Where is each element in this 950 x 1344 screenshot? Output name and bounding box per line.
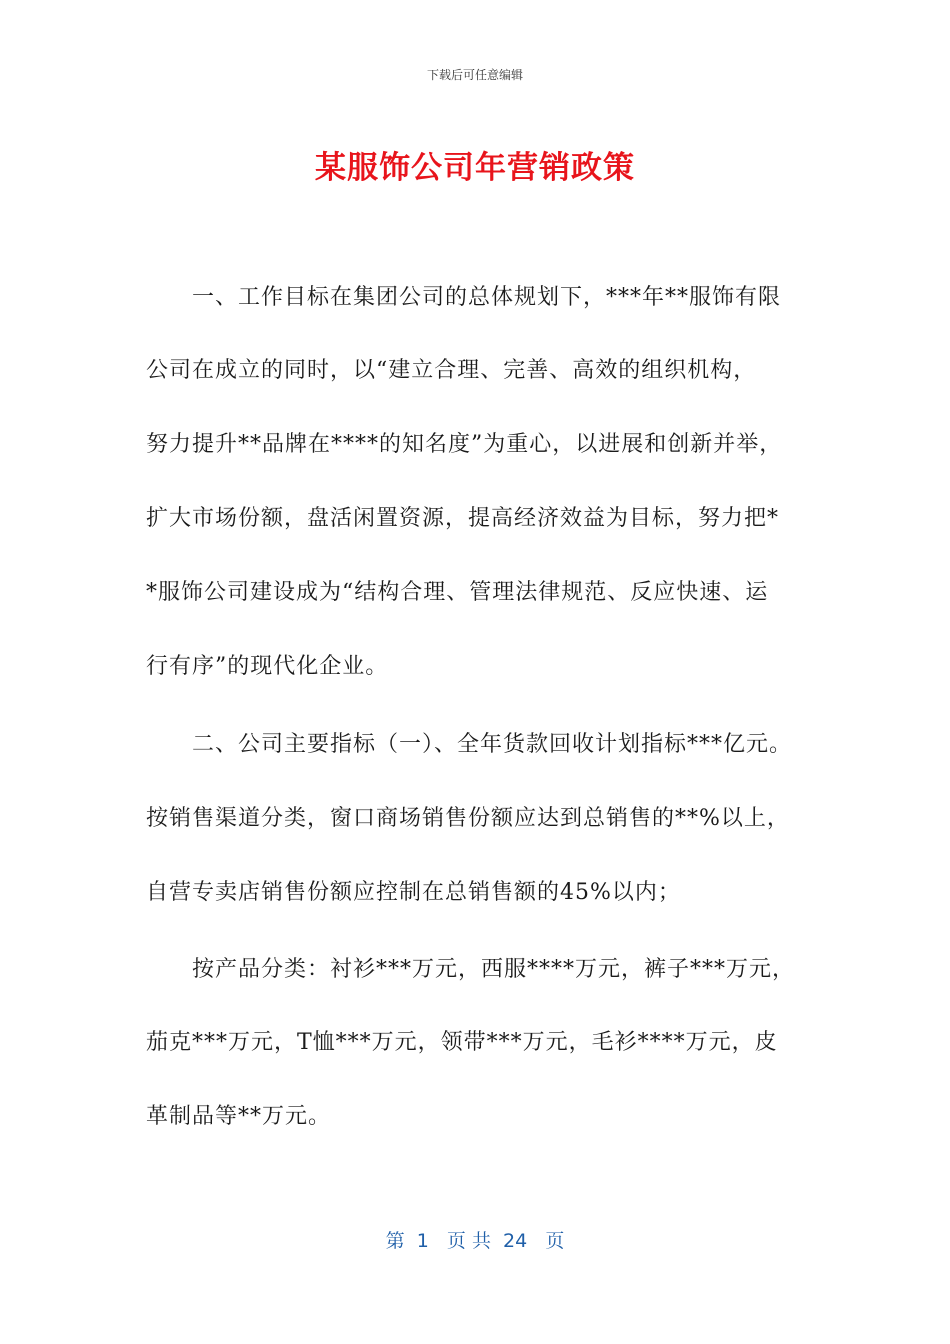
header-note: 下载后可任意编辑 (426, 68, 523, 82)
paragraph-line: 努力提升**品牌在****的知名度”为重心，以进展和创新并举， (146, 432, 783, 457)
document-title: 某服饰公司年营销政策 (315, 150, 635, 186)
paragraph-line: 公司在成立的同时，以“建立合理、完善、高效的组织机构， (146, 358, 757, 383)
paragraph-line: 行有序”的现代化企业。 (146, 654, 389, 679)
paragraph-line: 革制品等**万元。 (146, 1104, 332, 1129)
paragraph-line: 按产品分类：衬衫***万元，西服****万元，裤子***万元， (192, 957, 796, 982)
paragraph-line: 扩大市场份额，盘活闲置资源，提高经济效益为目标，努力把* (146, 506, 780, 531)
paragraph-line: 茄克***万元，T恤***万元，领带***万元，毛衫****万元，皮 (146, 1030, 778, 1055)
page-number-footer: 第 1 页 共 24 页 (385, 1230, 565, 1252)
paragraph-line: 二、公司主要指标（一）、全年货款回收计划指标***亿元。 (192, 732, 793, 757)
paragraph-line: 一、工作目标在集团公司的总体规划下，***年**服饰有限 (192, 285, 782, 310)
paragraph-line: 自营专卖店销售份额应控制在总销售额的45%以内； (146, 880, 681, 905)
paragraph-line: 按销售渠道分类，窗口商场销售份额应达到总销售的**%以上， (146, 806, 790, 831)
paragraph-line: *服饰公司建设成为“结构合理、管理法律规范、反应快速、运 (146, 580, 769, 605)
